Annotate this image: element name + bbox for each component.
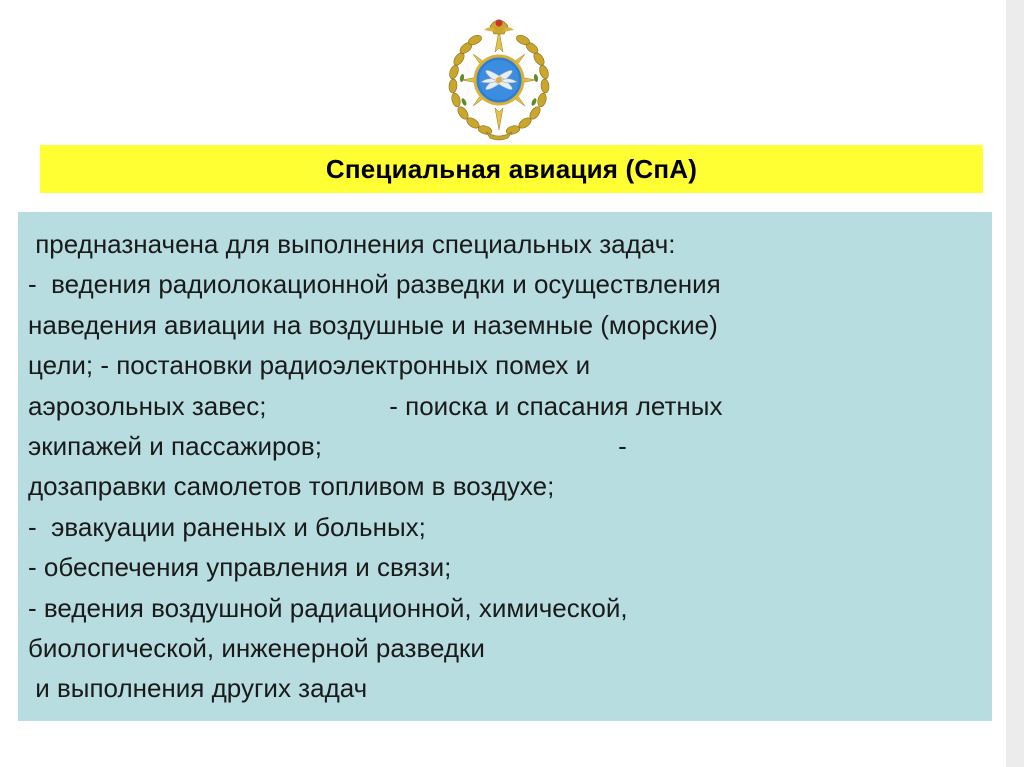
body-line: и выполнения других задач bbox=[28, 673, 368, 704]
body-line: экипажей и пассажиров; - bbox=[28, 430, 627, 461]
body-line: предназначена для выполнения специальных задач: bbox=[28, 229, 676, 259]
title-bar bbox=[40, 145, 983, 193]
body-line: - ведения радиолокационной разведки и осуществления bbox=[28, 269, 721, 300]
body-line: аэрозольных завес; - поиска и спасания летных bbox=[28, 390, 723, 421]
body-line: - ведения воздушной радиационной, химической, bbox=[28, 592, 628, 623]
slide-edge-strip bbox=[1006, 0, 1024, 767]
slide-title: Специальная авиация (СпА) bbox=[325, 153, 698, 184]
body-line: биологической, инженерной разведки bbox=[28, 632, 485, 663]
body-line: дозаправки самолетов топливом в воздухе; bbox=[28, 471, 555, 502]
body-line: - обеспечения управления и связи; bbox=[28, 552, 452, 583]
body-line: цели; - постановки радиоэлектронных помех и bbox=[28, 350, 591, 381]
air-force-emblem-icon bbox=[440, 12, 558, 142]
body-line: - эвакуации раненых и больных; bbox=[28, 511, 426, 542]
body-line: наведения авиации на воздушные и наземные (морские) bbox=[28, 309, 718, 340]
content-box bbox=[18, 212, 992, 721]
